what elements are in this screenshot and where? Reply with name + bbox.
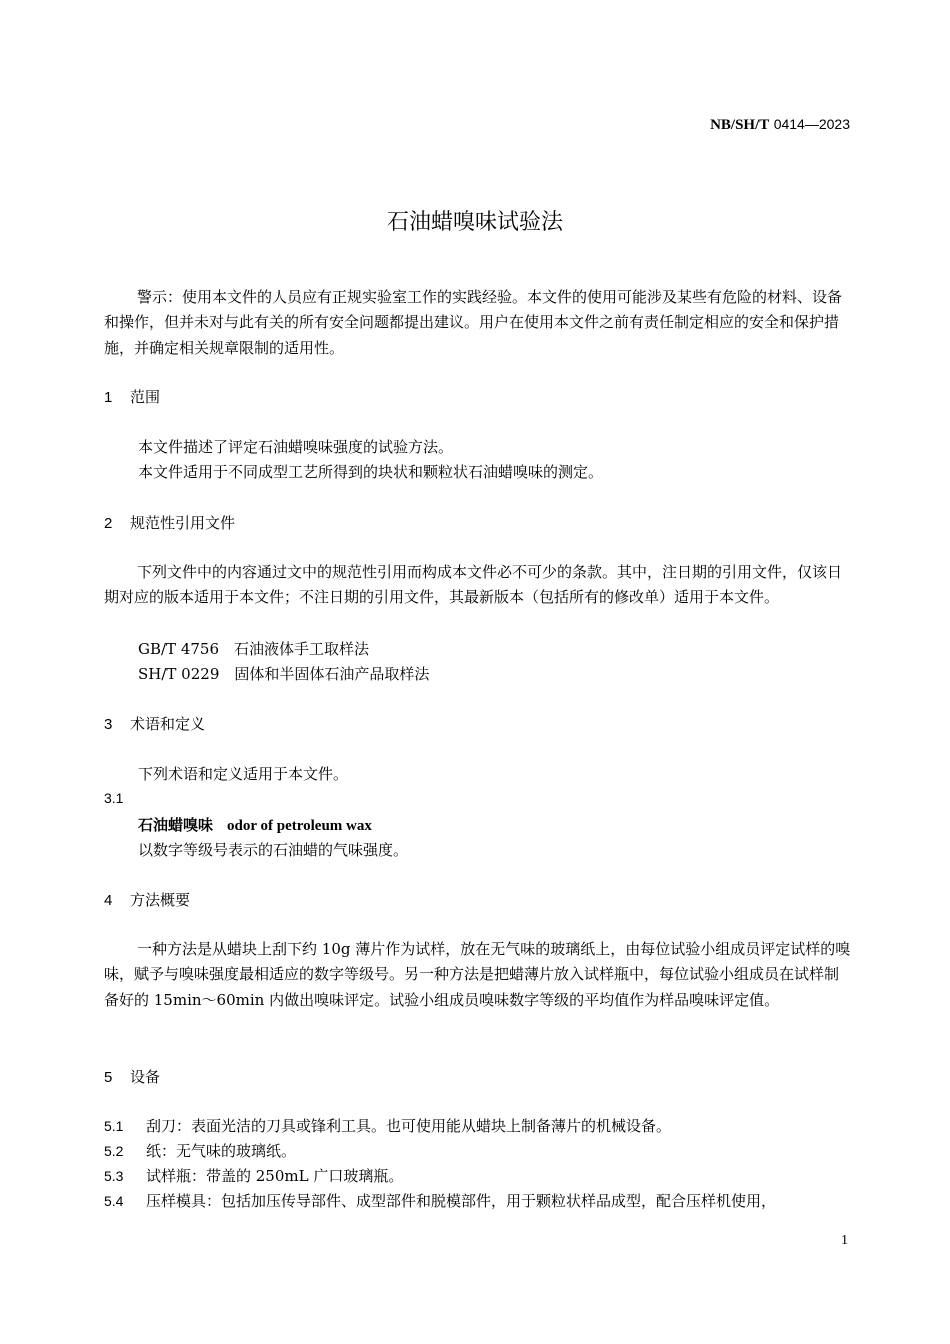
section-heading-1 bbox=[104, 386, 160, 407]
terms-intro-paragraph: 下列术语和定义适用于本文件。 bbox=[138, 765, 349, 783]
equipment-item bbox=[104, 1190, 776, 1211]
section-number: 3 bbox=[104, 716, 113, 733]
item-number: 5.4 bbox=[104, 1193, 124, 1209]
method-summary-paragraph: 一种方法是从蜡块上刮下约 10g 薄片作为试样，放在无气味的玻璃纸上，由每位试验小组成员评定试样的嗅味，赋予与嗅味强度最相适应的数字等级号。另一种方法是把蜡薄片放入试样瓶中，每位试验小组成员在试样制备好的 15min～60min 内做出嗅味评定。试验小组成员嗅味数字等级的平均值作为样品嗅味评定值。 bbox=[104, 940, 851, 1009]
section-heading-5 bbox=[104, 1066, 160, 1087]
item-number: 5.1 bbox=[104, 1118, 124, 1134]
section-heading-4 bbox=[104, 889, 190, 910]
document-title: 石油蜡嗅味试验法 bbox=[386, 210, 563, 235]
equipment-item bbox=[104, 1165, 403, 1186]
section-number: 2 bbox=[104, 515, 113, 532]
reference-item: GB/T 4756 石油液体手工取样法 bbox=[138, 640, 370, 658]
term-definition: 以数字等级号表示的石油蜡的气味强度。 bbox=[138, 841, 409, 859]
section-number: 4 bbox=[104, 892, 113, 909]
standard-number: 0414—2023 bbox=[773, 116, 850, 132]
section-number: 5 bbox=[104, 1069, 113, 1086]
section-title: 规范性引用文件 bbox=[130, 514, 236, 532]
item-text: 压样模具：包括加压传导部件、成型部件和脱模部件，用于颗粒状样品成型，配合压样机使用， bbox=[146, 1192, 777, 1210]
item-text: 刮刀：表面光洁的刀具或锋利工具。也可使用能从蜡块上制备薄片的机械设备。 bbox=[146, 1117, 672, 1135]
item-number: 5.3 bbox=[104, 1168, 124, 1184]
standard-prefix: NB/SH/T bbox=[710, 117, 770, 133]
section-heading-2 bbox=[104, 512, 235, 533]
section-title: 范围 bbox=[130, 388, 161, 406]
standard-code bbox=[710, 116, 850, 134]
item-number: 5.2 bbox=[104, 1143, 124, 1159]
references-intro-paragraph: 下列文件中的内容通过文中的规范性引用而构成本文件必不可少的条款。其中，注日期的引用文件，仅该日期对应的版本适用于本文件；不注日期的引用文件，其最新版本（包括所有的修改单）适用于本文件。 bbox=[104, 563, 843, 607]
scope-paragraph-2: 本文件适用于不同成型工艺所得到的块状和颗粒状石油蜡嗅味的测定。 bbox=[138, 463, 604, 481]
warning-paragraph: 警示：使用本文件的人员应有正规实验室工作的实践经验。本文件的使用可能涉及某些有危险的材料、设备和操作，但并未对与此有关的所有安全问题都提出建议。用户在使用本文件之前有责任制定相应的安全和保护措施，并确定相关规章限制的适用性。 bbox=[104, 288, 843, 357]
section-heading-3 bbox=[104, 713, 205, 734]
equipment-item bbox=[104, 1140, 296, 1161]
section-title: 术语和定义 bbox=[130, 715, 206, 733]
section-title: 方法概要 bbox=[130, 891, 191, 909]
term-heading bbox=[138, 814, 372, 835]
scope-paragraph-1: 本文件描述了评定石油蜡嗅味强度的试验方法。 bbox=[138, 438, 454, 456]
reference-item: SH/T 0229 固体和半固体石油产品取样法 bbox=[138, 665, 430, 683]
term-english: odor of petroleum wax bbox=[227, 818, 372, 834]
section-title: 设备 bbox=[130, 1068, 161, 1086]
term-number: 3.1 bbox=[104, 790, 124, 806]
section-number: 1 bbox=[104, 389, 113, 406]
item-text: 试样瓶：带盖的 250mL 广口玻璃瓶。 bbox=[146, 1167, 404, 1185]
term-chinese: 石油蜡嗅味 bbox=[138, 816, 214, 834]
item-text: 纸：无气味的玻璃纸。 bbox=[146, 1142, 297, 1160]
equipment-item bbox=[104, 1115, 671, 1136]
page-number: 1 bbox=[841, 1233, 848, 1248]
